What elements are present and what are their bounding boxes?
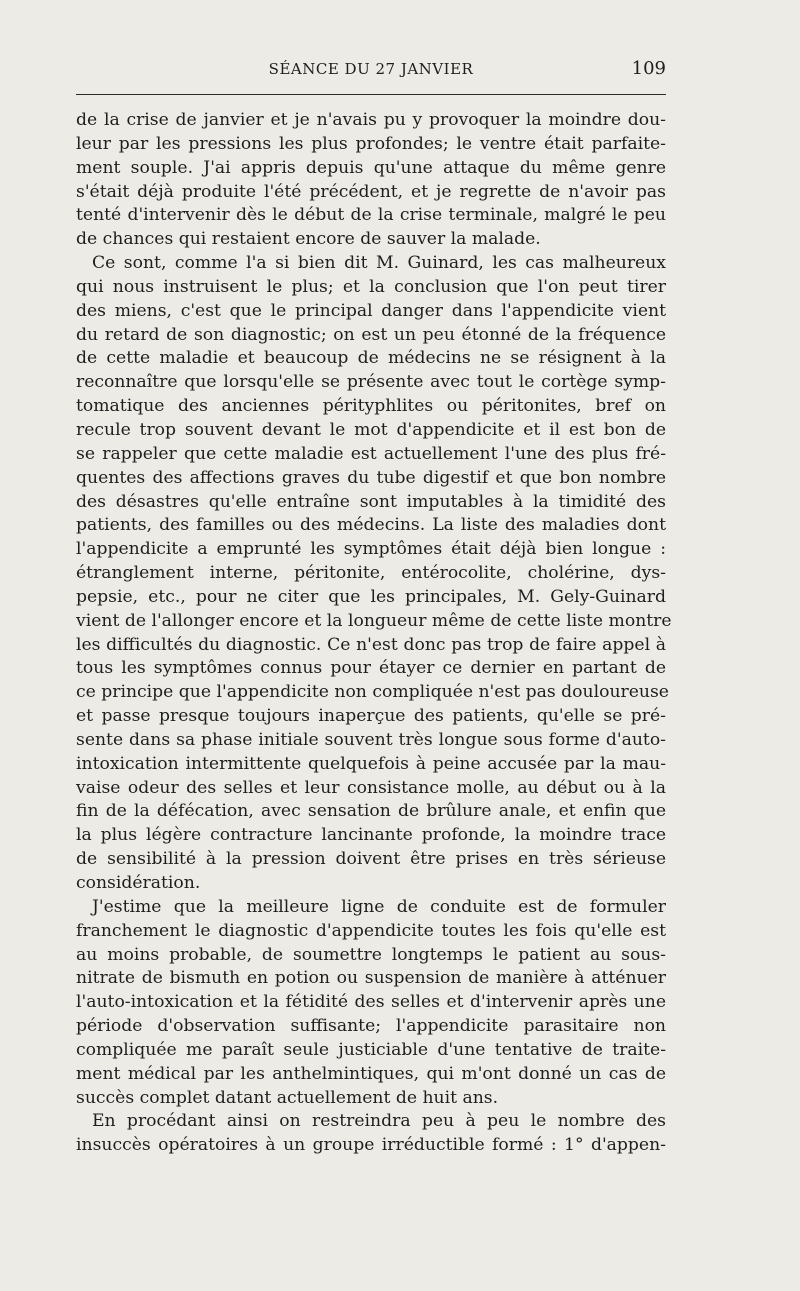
text-line: tomatique des anciennes pérityphlites ou péritonites, bref on xyxy=(76,396,666,417)
text-line: reconnaître que lorsqu'elle se présente avec tout le cortège symp- xyxy=(76,372,666,393)
paragraph xyxy=(76,109,666,252)
text-line: tous les symptômes connus pour étayer ce dernier en partant de xyxy=(76,658,666,679)
text-line: de sensibilité à la pression doivent être prises en très sérieuse xyxy=(76,849,666,870)
text-line: l'auto-intoxication et la fétidité des selles et d'intervenir après une xyxy=(76,992,666,1013)
text-line: patients, des familles ou des médecins. La liste des maladies dont xyxy=(76,515,666,536)
text-line: ce principe que l'appendicite non compliquée n'est pas douloureuse xyxy=(76,682,669,703)
text-line: l'appendicite a emprunté les symptômes était déjà bien longue : xyxy=(76,539,666,560)
text-line: qui nous instruisent le plus; et la conclusion que l'on peut tirer xyxy=(76,276,666,297)
text-line: leur par les pressions les plus profondes; le ventre était parfaite- xyxy=(76,133,666,154)
text-line: pepsie, etc., pour ne citer que les principales, M. Gely-Guinard xyxy=(76,586,666,607)
text-line: tenté d'intervenir dès le début de la crise terminale, malgré le peu xyxy=(76,205,666,226)
text-line: et passe presque toujours inaperçue des patients, qu'elle se pré- xyxy=(76,706,666,727)
paragraph xyxy=(76,252,672,896)
text-line: sente dans sa phase initiale souvent très longue sous forme d'auto- xyxy=(76,729,666,750)
text-line: se rappeler que cette maladie est actuellement l'une des plus fré- xyxy=(76,443,666,464)
text-line: de chances qui restaient encore de sauver la malade. xyxy=(76,229,541,250)
text-line: s'était déjà produite l'été précédent, et je regrette de n'avoir pas xyxy=(76,181,666,202)
text-line: franchement le diagnostic d'appendicite toutes les fois qu'elle est xyxy=(76,920,666,941)
text-line: quentes des affections graves du tube digestif et que bon nombre xyxy=(76,467,666,488)
text-line: au moins probable, de soumettre longtemps le patient au sous- xyxy=(76,944,666,965)
text-line: vaise odeur des selles et leur consistance molle, au début ou à la xyxy=(76,777,666,798)
paragraph xyxy=(76,1110,666,1158)
text-line: fin de la défécation, avec sensation de brûlure anale, et enfin que xyxy=(76,801,666,822)
text-line: du retard de son diagnostic; on est un peu étonné de la fréquence xyxy=(76,324,666,345)
text-line: En procédant ainsi on restreindra peu à peu le nombre des xyxy=(92,1111,666,1132)
text-line: des miens, c'est que le principal danger dans l'appendicite vient xyxy=(76,300,666,321)
text-line: ment médical par les anthelmintiques, qui m'ont donné un cas de xyxy=(76,1063,666,1084)
text-line: recule trop souvent devant le mot d'appendicite et il est bon de xyxy=(76,419,666,440)
text-line: des désastres qu'elle entraîne sont imputables à la timidité des xyxy=(76,491,666,512)
text-line: étranglement interne, péritonite, entérocolite, cholérine, dys- xyxy=(76,563,666,584)
text-line: période d'observation suffisante; l'appendicite parasitaire non xyxy=(76,1016,666,1037)
text-line: compliquée me paraît seule justiciable d'une tentative de traite- xyxy=(76,1039,666,1060)
text-line: considération. xyxy=(76,873,201,893)
text-line: succès complet datant actuellement de huit ans. xyxy=(76,1087,499,1108)
text-line: nitrate de bismuth en potion ou suspension de manière à atténuer xyxy=(76,968,666,989)
text-line: de la crise de janvier et je n'avais pu y provoquer la moindre dou- xyxy=(76,110,666,130)
running-title: SÉANCE DU 27 JANVIER xyxy=(268,60,474,78)
page-header xyxy=(76,56,666,88)
text-line: ment souple. J'ai appris depuis qu'une attaque du même genre xyxy=(76,157,666,178)
text-line: la plus légère contracture lancinante profonde, la moindre trace xyxy=(76,825,666,846)
header-rule xyxy=(76,94,666,95)
text-line: vient de l'allonger encore et la longueur même de cette liste montre xyxy=(76,610,672,631)
body-text xyxy=(76,109,672,1158)
text-line: J'estime que la meilleure ligne de conduite est de formuler xyxy=(92,896,666,917)
text-line: intoxication intermittente quelquefois à peine accusée par la mau- xyxy=(76,753,666,774)
page-number: 109 xyxy=(631,58,666,79)
text-line: de cette maladie et beaucoup de médecins ne se résignent à la xyxy=(76,348,666,369)
paragraph xyxy=(76,896,666,1111)
text-line: Ce sont, comme l'a si bien dit M. Guinard, les cas malheureux xyxy=(92,253,666,274)
text-line: les difficultés du diagnostic. Ce n'est donc pas trop de faire appel à xyxy=(76,634,666,655)
text-line: insuccès opératoires à un groupe irréductible formé : 1° d'appen- xyxy=(76,1135,666,1156)
